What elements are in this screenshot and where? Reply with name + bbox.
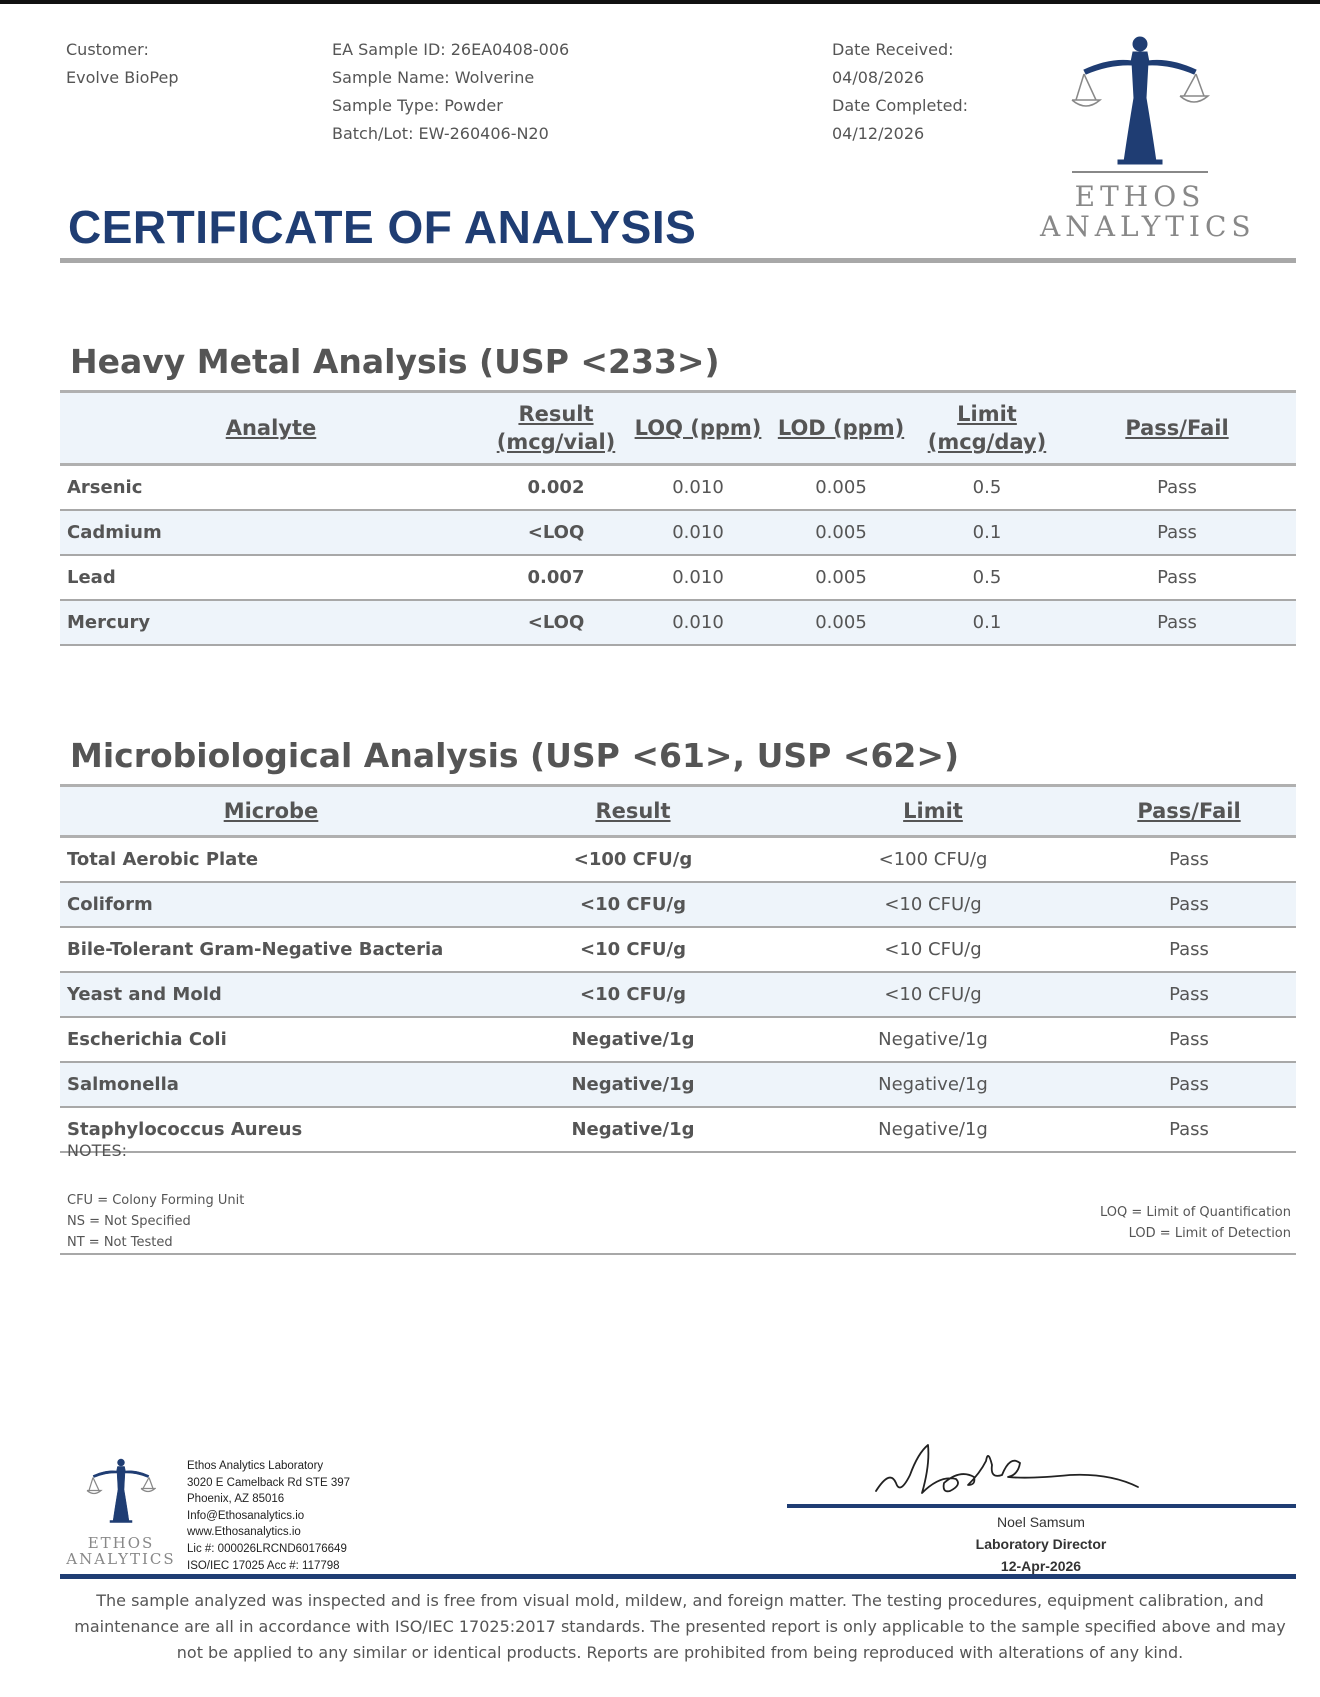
notes-limits xyxy=(1100,1202,1291,1244)
justice-scale-icon xyxy=(86,1455,156,1531)
note-nt: NT = Not Tested xyxy=(67,1235,173,1250)
table-header-row xyxy=(60,786,1296,837)
result-cell: <100 CFU/g xyxy=(482,837,784,883)
justice-scale-icon xyxy=(1070,34,1210,176)
notes-abbreviations xyxy=(67,1190,244,1253)
status-cell: Pass xyxy=(1058,465,1296,511)
limit-cell: <10 CFU/g xyxy=(784,972,1082,1017)
signer-name: Noel Samsum xyxy=(997,1514,1085,1530)
loq-cell: 0.010 xyxy=(630,510,766,555)
result-cell: <LOQ xyxy=(482,510,630,555)
signature xyxy=(870,1435,1140,1507)
lab-accreditation: ISO/IEC 17025 Acc #: 117798 xyxy=(187,1559,340,1572)
result-cell: <10 CFU/g xyxy=(482,972,784,1017)
lab-name: Ethos Analytics Laboratory xyxy=(187,1460,324,1472)
table-row xyxy=(60,555,1296,600)
microbe-cell: Yeast and Mold xyxy=(60,972,482,1017)
lod-cell: 0.005 xyxy=(766,600,916,645)
footer-divider xyxy=(60,1574,1296,1579)
table-row xyxy=(60,882,1296,927)
date-info xyxy=(832,36,968,148)
table-row xyxy=(60,465,1296,511)
notes-divider xyxy=(60,1253,1296,1255)
date-received: 04/08/2026 xyxy=(832,68,925,87)
analyte-cell: Arsenic xyxy=(60,465,482,511)
header-pass-fail: Pass/Fail xyxy=(1058,392,1296,465)
table-row xyxy=(60,972,1296,1017)
header-result: Result xyxy=(482,786,784,837)
note-loq: LOQ = Limit of Quantification xyxy=(1099,1205,1291,1220)
limit-cell: 0.1 xyxy=(916,510,1058,555)
signer-block xyxy=(900,1511,1182,1577)
table-header-row xyxy=(60,392,1296,465)
microbe-cell: Staphylococcus Aureus xyxy=(60,1107,482,1152)
lod-cell: 0.005 xyxy=(766,510,916,555)
header-analyte: Analyte xyxy=(60,392,482,465)
result-cell: Negative/1g xyxy=(482,1107,784,1152)
table-row xyxy=(60,1017,1296,1062)
microbiological-table xyxy=(60,784,1296,1153)
limit-cell: <100 CFU/g xyxy=(784,837,1082,883)
customer-value: Evolve BioPep xyxy=(66,68,179,87)
microbiological-title: Microbiological Analysis (USP <61>, USP <62>) xyxy=(70,736,960,775)
table-row xyxy=(60,1062,1296,1107)
page-title: CERTIFICATE OF ANALYSIS xyxy=(68,201,697,253)
loq-cell: 0.010 xyxy=(630,465,766,511)
sample-name: Sample Name: Wolverine xyxy=(332,68,535,87)
result-cell: 0.002 xyxy=(482,465,630,511)
sample-id: EA Sample ID: 26EA0408-006 xyxy=(332,40,570,59)
logo-word-ethos: ETHOS xyxy=(1074,180,1206,213)
header-lod: LOD (ppm) xyxy=(766,392,916,465)
sample-type: Sample Type: Powder xyxy=(332,96,503,115)
table-row xyxy=(60,1107,1296,1152)
status-cell: Pass xyxy=(1058,600,1296,645)
lab-address-1: 3020 E Camelback Rd STE 397 xyxy=(187,1476,351,1489)
note-lod: LOD = Limit of Detection xyxy=(1128,1226,1291,1241)
note-ns: NS = Not Specified xyxy=(67,1214,191,1229)
status-cell: Pass xyxy=(1082,1062,1296,1107)
microbe-cell: Bile-Tolerant Gram-Negative Bacteria xyxy=(60,927,482,972)
result-cell: <10 CFU/g xyxy=(482,882,784,927)
ethos-logo xyxy=(1040,34,1256,244)
analyte-cell: Lead xyxy=(60,555,482,600)
lod-cell: 0.005 xyxy=(766,465,916,511)
lab-email[interactable]: Info@Ethosanalytics.io xyxy=(187,1509,305,1522)
status-cell: Pass xyxy=(1082,972,1296,1017)
limit-cell: Negative/1g xyxy=(784,1107,1082,1152)
analyte-cell: Mercury xyxy=(60,600,482,645)
microbe-cell: Coliform xyxy=(60,882,482,927)
date-received-label: Date Received: xyxy=(832,40,954,59)
lab-address-2: Phoenix, AZ 85016 xyxy=(187,1493,285,1506)
customer-info xyxy=(66,36,179,92)
table-row xyxy=(60,837,1296,883)
signer-title: Laboratory Director xyxy=(975,1536,1107,1552)
result-cell: <LOQ xyxy=(482,600,630,645)
limit-cell: <10 CFU/g xyxy=(784,927,1082,972)
footer-logo-analytics: ANALYTICS xyxy=(66,1550,176,1568)
status-cell: Pass xyxy=(1058,510,1296,555)
header-result: Result (mcg/vial) xyxy=(482,392,630,465)
lab-website[interactable]: www.Ethosanalytics.io xyxy=(187,1526,301,1539)
footer-logo xyxy=(62,1455,180,1567)
limit-cell: Negative/1g xyxy=(784,1062,1082,1107)
top-border xyxy=(0,0,1320,4)
analyte-cell: Cadmium xyxy=(60,510,482,555)
disclaimer-text: The sample analyzed was inspected and is free from visual mold, mildew, and foreign matter. The testing procedures, equipment calibration, and maintenance are all in accordance with ISO/IEC 17025:2017 standards. The presented report is only applicable to the sample specified above and may not be applied to any similar or identical products. Reports are prohibited from being reproduced with alterations of any kind. xyxy=(74,1591,1286,1662)
result-cell: <10 CFU/g xyxy=(482,927,784,972)
heavy-metal-table xyxy=(60,390,1296,646)
result-cell: 0.007 xyxy=(482,555,630,600)
result-cell: Negative/1g xyxy=(482,1062,784,1107)
customer-label: Customer: xyxy=(66,40,149,59)
sample-info xyxy=(332,36,569,148)
header-loq: LOQ (ppm) xyxy=(630,392,766,465)
header-limit: Limit xyxy=(784,786,1082,837)
batch-lot: Batch/Lot: EW-260406-N20 xyxy=(332,124,549,143)
limit-cell: <10 CFU/g xyxy=(784,882,1082,927)
header-limit: Limit (mcg/day) xyxy=(916,392,1058,465)
signer-date: 12-Apr-2026 xyxy=(1000,1558,1082,1574)
limit-cell: Negative/1g xyxy=(784,1017,1082,1062)
microbe-cell: Escherichia Coli xyxy=(60,1017,482,1062)
limit-cell: 0.5 xyxy=(916,465,1058,511)
limit-cell: 0.5 xyxy=(916,555,1058,600)
notes-label: NOTES: xyxy=(67,1141,127,1160)
date-completed: 04/12/2026 xyxy=(832,124,925,143)
signature-line xyxy=(787,1504,1296,1508)
header-microbe: Microbe xyxy=(60,786,482,837)
result-cell: Negative/1g xyxy=(482,1017,784,1062)
table-row xyxy=(60,510,1296,555)
title-divider xyxy=(60,258,1296,263)
table-row xyxy=(60,600,1296,645)
status-cell: Pass xyxy=(1082,1107,1296,1152)
status-cell: Pass xyxy=(1082,1017,1296,1062)
logo-word-analytics: ANALYTICS xyxy=(1040,210,1256,243)
lab-license: Lic #: 000026LRCND60176649 xyxy=(187,1542,347,1555)
status-cell: Pass xyxy=(1082,927,1296,972)
footer-logo-ethos: ETHOS xyxy=(87,1534,155,1552)
loq-cell: 0.010 xyxy=(630,555,766,600)
status-cell: Pass xyxy=(1058,555,1296,600)
status-cell: Pass xyxy=(1082,882,1296,927)
header-pass-fail: Pass/Fail xyxy=(1082,786,1296,837)
status-cell: Pass xyxy=(1082,837,1296,883)
microbe-cell: Salmonella xyxy=(60,1062,482,1107)
microbe-cell: Total Aerobic Plate xyxy=(60,837,482,883)
table-row xyxy=(60,927,1296,972)
lab-contact xyxy=(187,1458,350,1574)
loq-cell: 0.010 xyxy=(630,600,766,645)
heavy-metal-title: Heavy Metal Analysis (USP <233>) xyxy=(70,342,720,381)
date-completed-label: Date Completed: xyxy=(832,96,968,115)
limit-cell: 0.1 xyxy=(916,600,1058,645)
note-cfu: CFU = Colony Forming Unit xyxy=(67,1193,245,1208)
lod-cell: 0.005 xyxy=(766,555,916,600)
